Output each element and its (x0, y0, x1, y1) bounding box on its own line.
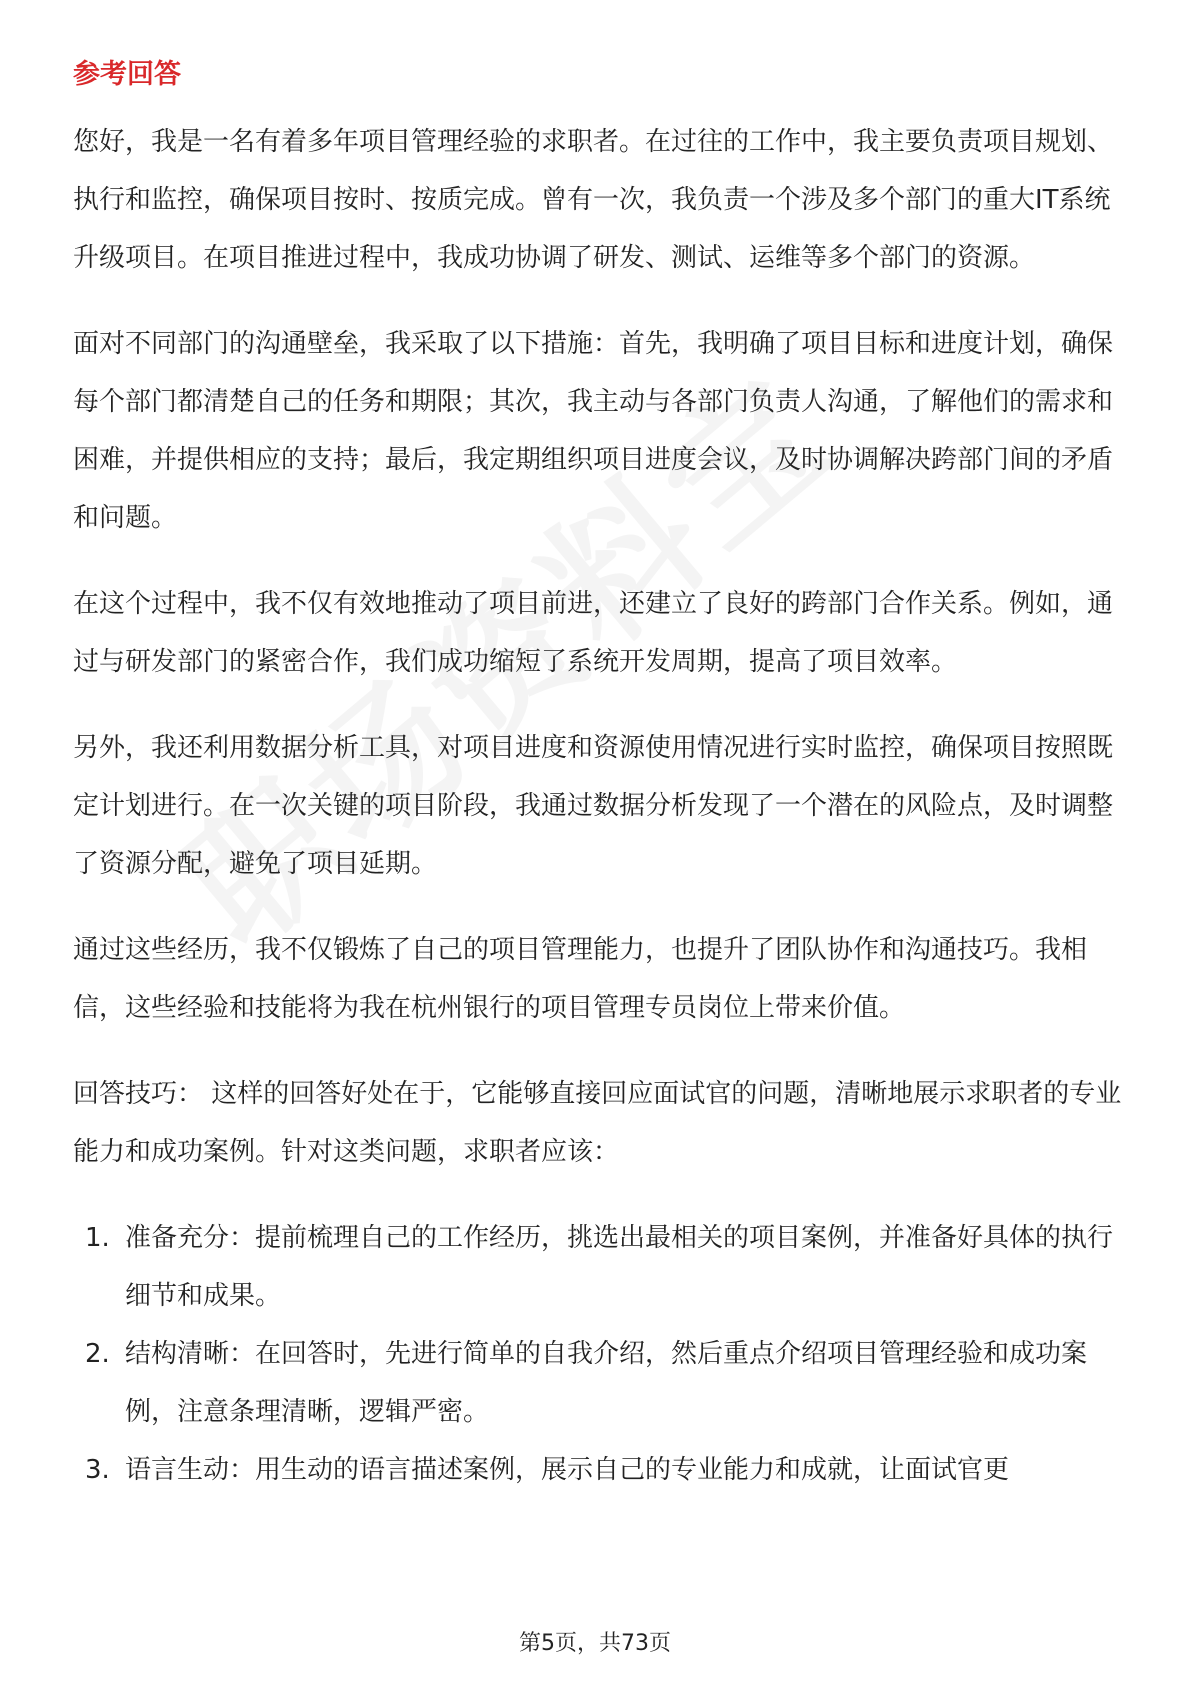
list-item-number: 2. (85, 1339, 110, 1369)
paragraph-results: 在这个过程中，我不仅有效地推动了项目前进，还建立了良好的跨部门合作关系。例如，通过与研发部门的紧密合作，我们成功缩短了系统开发周期，提高了项目效率。 (73, 589, 1114, 677)
list-item-text: 结构清晰：在回答时，先进行简单的自我介绍，然后重点介绍项目管理经验和成功案例，注意条理清晰，逻辑严密。 (125, 1339, 1088, 1427)
page-number: 第5页，共73页 (519, 1631, 671, 1656)
list-item-text: 准备充分：提前梳理自己的工作经历，挑选出最相关的项目案例，并准备好具体的执行细节和成果。 (125, 1223, 1114, 1311)
section-title: 参考回答 (73, 59, 181, 90)
list-item (73, 1441, 1133, 1499)
list-item (73, 1209, 1133, 1325)
list-item (73, 1325, 1133, 1441)
list-item-text: 语言生动：用生动的语言描述案例，展示自己的专业能力和成就，让面试官更 (125, 1455, 1010, 1485)
paragraph-measures: 面对不同部门的沟通壁垒，我采取了以下措施：首先，我明确了项目目标和进度计划，确保每个部门都清楚自己的任务和期限；其次，我主动与各部门负责人沟通，了解他们的需求和困难，并提供相应的支持；最后，我定期组织项目进度会议，及时协调解决跨部门间的矛盾和问题。 (73, 329, 1114, 533)
list-item-number: 3. (85, 1455, 110, 1485)
tips-list (73, 1209, 1133, 1499)
paragraph-data-analysis: 另外，我还利用数据分析工具，对项目进度和资源使用情况进行实时监控，确保项目按照既定计划进行。在一次关键的项目阶段，我通过数据分析发现了一个潜在的风险点，及时调整了资源分配，避免了项目延期。 (73, 733, 1114, 879)
answer-body (73, 113, 1133, 1499)
paragraph-tips-intro: 回答技巧： 这样的回答好处在于，它能够直接回应面试官的问题，清晰地展示求职者的专业能力和成功案例。针对这类问题，求职者应该： (73, 1079, 1122, 1167)
paragraph-intro: 您好，我是一名有着多年项目管理经验的求职者。在过往的工作中，我主要负责项目规划、执行和监控，确保项目按时、按质完成。曾有一次，我负责一个涉及多个部门的重大IT系统升级项目。在项目推进过程中，我成功协调了研发、测试、运维等多个部门的资源。 (73, 127, 1114, 273)
paragraph-conclusion: 通过这些经历，我不仅锻炼了自己的项目管理能力，也提升了团队协作和沟通技巧。我相信，这些经验和技能将为我在杭州银行的项目管理专员岗位上带来价值。 (73, 935, 1088, 1023)
list-item-number: 1. (85, 1223, 110, 1253)
